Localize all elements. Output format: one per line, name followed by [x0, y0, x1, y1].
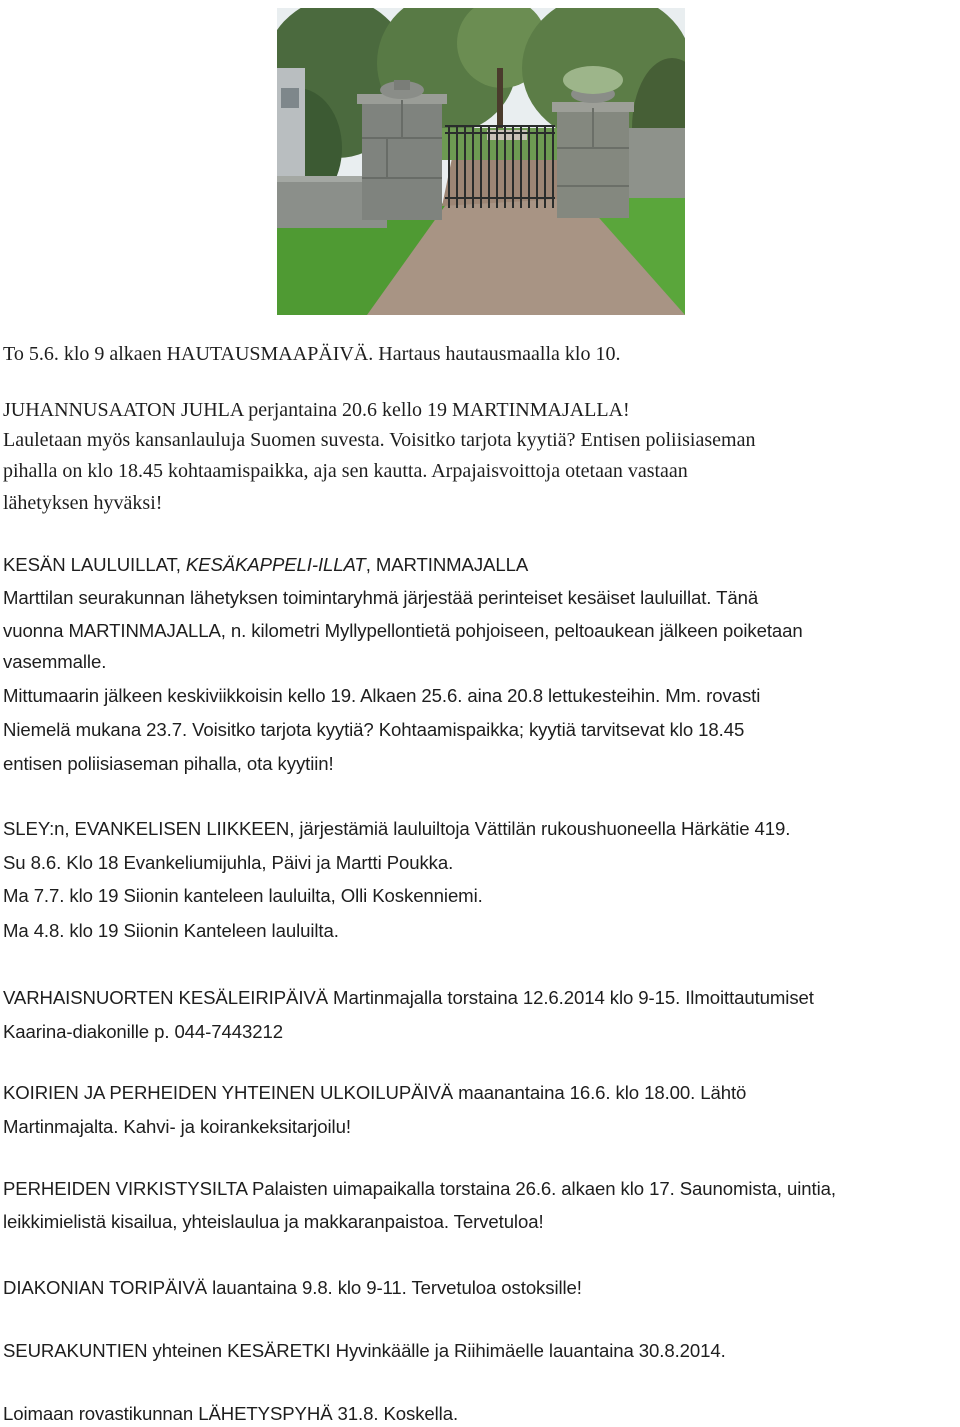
perheiden-line: leikkimielistä kisailua, yhteislaulua ja makkaranpaistoa. Tervetuloa! [3, 1211, 544, 1232]
juhannus-line: Lauletaan myös kansanlauluja Suomen suvesta. Voisitko tarjota kyytiä? Entisen poliisiaseman [3, 429, 756, 451]
varhaisnuorten-line: Kaarina-diakonille p. 044-7443212 [3, 1021, 283, 1042]
diakonian-line: DIAKONIAN TORIPÄIVÄ lauantaina 9.8. klo 9-11. Tervetuloa ostoksille! [3, 1277, 582, 1298]
varhaisnuorten-line: VARHAISNUORTEN KESÄLEIRIPÄIVÄ Martinmajalla torstaina 12.6.2014 klo 9-15. Ilmoittautumiset [3, 987, 814, 1008]
kesan-lauluillat-line: Niemelä mukana 23.7. Voisitko tarjota kyytiä? Kohtaamispaikka; kyytiä tarvitsevat klo 18.45 [3, 719, 745, 740]
kesan-lauluillat-heading [3, 553, 528, 577]
sley-line: Su 8.6. Klo 18 Evankeliumijuhla, Päivi ja Martti Poukka. [3, 852, 454, 873]
lahetyspyha-line: Loimaan rovastikunnan LÄHETYSPYHÄ 31.8. Koskella. [3, 1403, 459, 1424]
kesan-lauluillat-line: vasemmalle. [3, 651, 107, 672]
kesan-lauluillat-line: vuonna MARTINMAJALLA, n. kilometri Myllypellontietä pohjoiseen, peltoaukean jälkeen poiketaan [3, 620, 803, 641]
cemetery-gate-image [277, 8, 685, 315]
perheiden-line: PERHEIDEN VIRKISTYSILTA Palaisten uimapaikalla torstaina 26.6. alkaen klo 17. Saunomista, uintia, [3, 1178, 836, 1199]
sley-heading: SLEY:n, EVANKELISEN LIIKKEEN, järjestämiä lauluiltoja Vättilän rukoushuoneella Härkätie 419. [3, 818, 791, 839]
cemetery-gate-photo [277, 8, 685, 315]
koirien-line: Martinmajalta. Kahvi- ja koirankeksitarjoilu! [3, 1116, 351, 1137]
koirien-line: KOIRIEN JA PERHEIDEN YHTEINEN ULKOILUPÄIVÄ maanantaina 16.6. klo 18.00. Lähtö [3, 1082, 747, 1103]
sley-line: Ma 4.8. klo 19 Siionin Kanteleen lauluilta. [3, 920, 339, 941]
seurakuntien-line: SEURAKUNTIEN yhteinen KESÄRETKI Hyvinkäälle ja Riihimäelle lauantaina 30.8.2014. [3, 1340, 726, 1361]
heading-italic-part: KESÄKAPPELI-ILLAT [185, 554, 366, 575]
juhannus-heading: JUHANNUSAATON JUHLA perjantaina 20.6 kello 19 MARTINMAJALLA! [3, 399, 630, 421]
hautausmaapaiva-line: To 5.6. klo 9 alkaen HAUTAUSMAAPÄIVÄ. Hartaus hautausmaalla klo 10. [3, 343, 621, 365]
juhannus-line: lähetyksen hyväksi! [3, 492, 163, 514]
kesan-lauluillat-line: Mittumaarin jälkeen keskiviikkoisin kello 19. Alkaen 25.6. aina 20.8 lettukesteihin. Mm. rovasti [3, 685, 761, 706]
heading-part: , MARTINMAJALLA [365, 554, 529, 575]
sley-line: Ma 7.7. klo 19 Siionin kanteleen lauluilta, Olli Koskenniemi. [3, 885, 483, 906]
kesan-lauluillat-line: entisen poliisiaseman pihalla, ota kyytiin! [3, 753, 334, 774]
juhannus-line: pihalla on klo 18.45 kohtaamispaikka, aja sen kautta. Arpajaisvoittoja otetaan vastaan [3, 460, 688, 482]
heading-part: KESÄN LAULUILLAT, [3, 554, 186, 575]
kesan-lauluillat-line: Marttilan seurakunnan lähetyksen toimintaryhmä järjestää perinteiset kesäiset lauluillat. Tänä [3, 587, 759, 608]
